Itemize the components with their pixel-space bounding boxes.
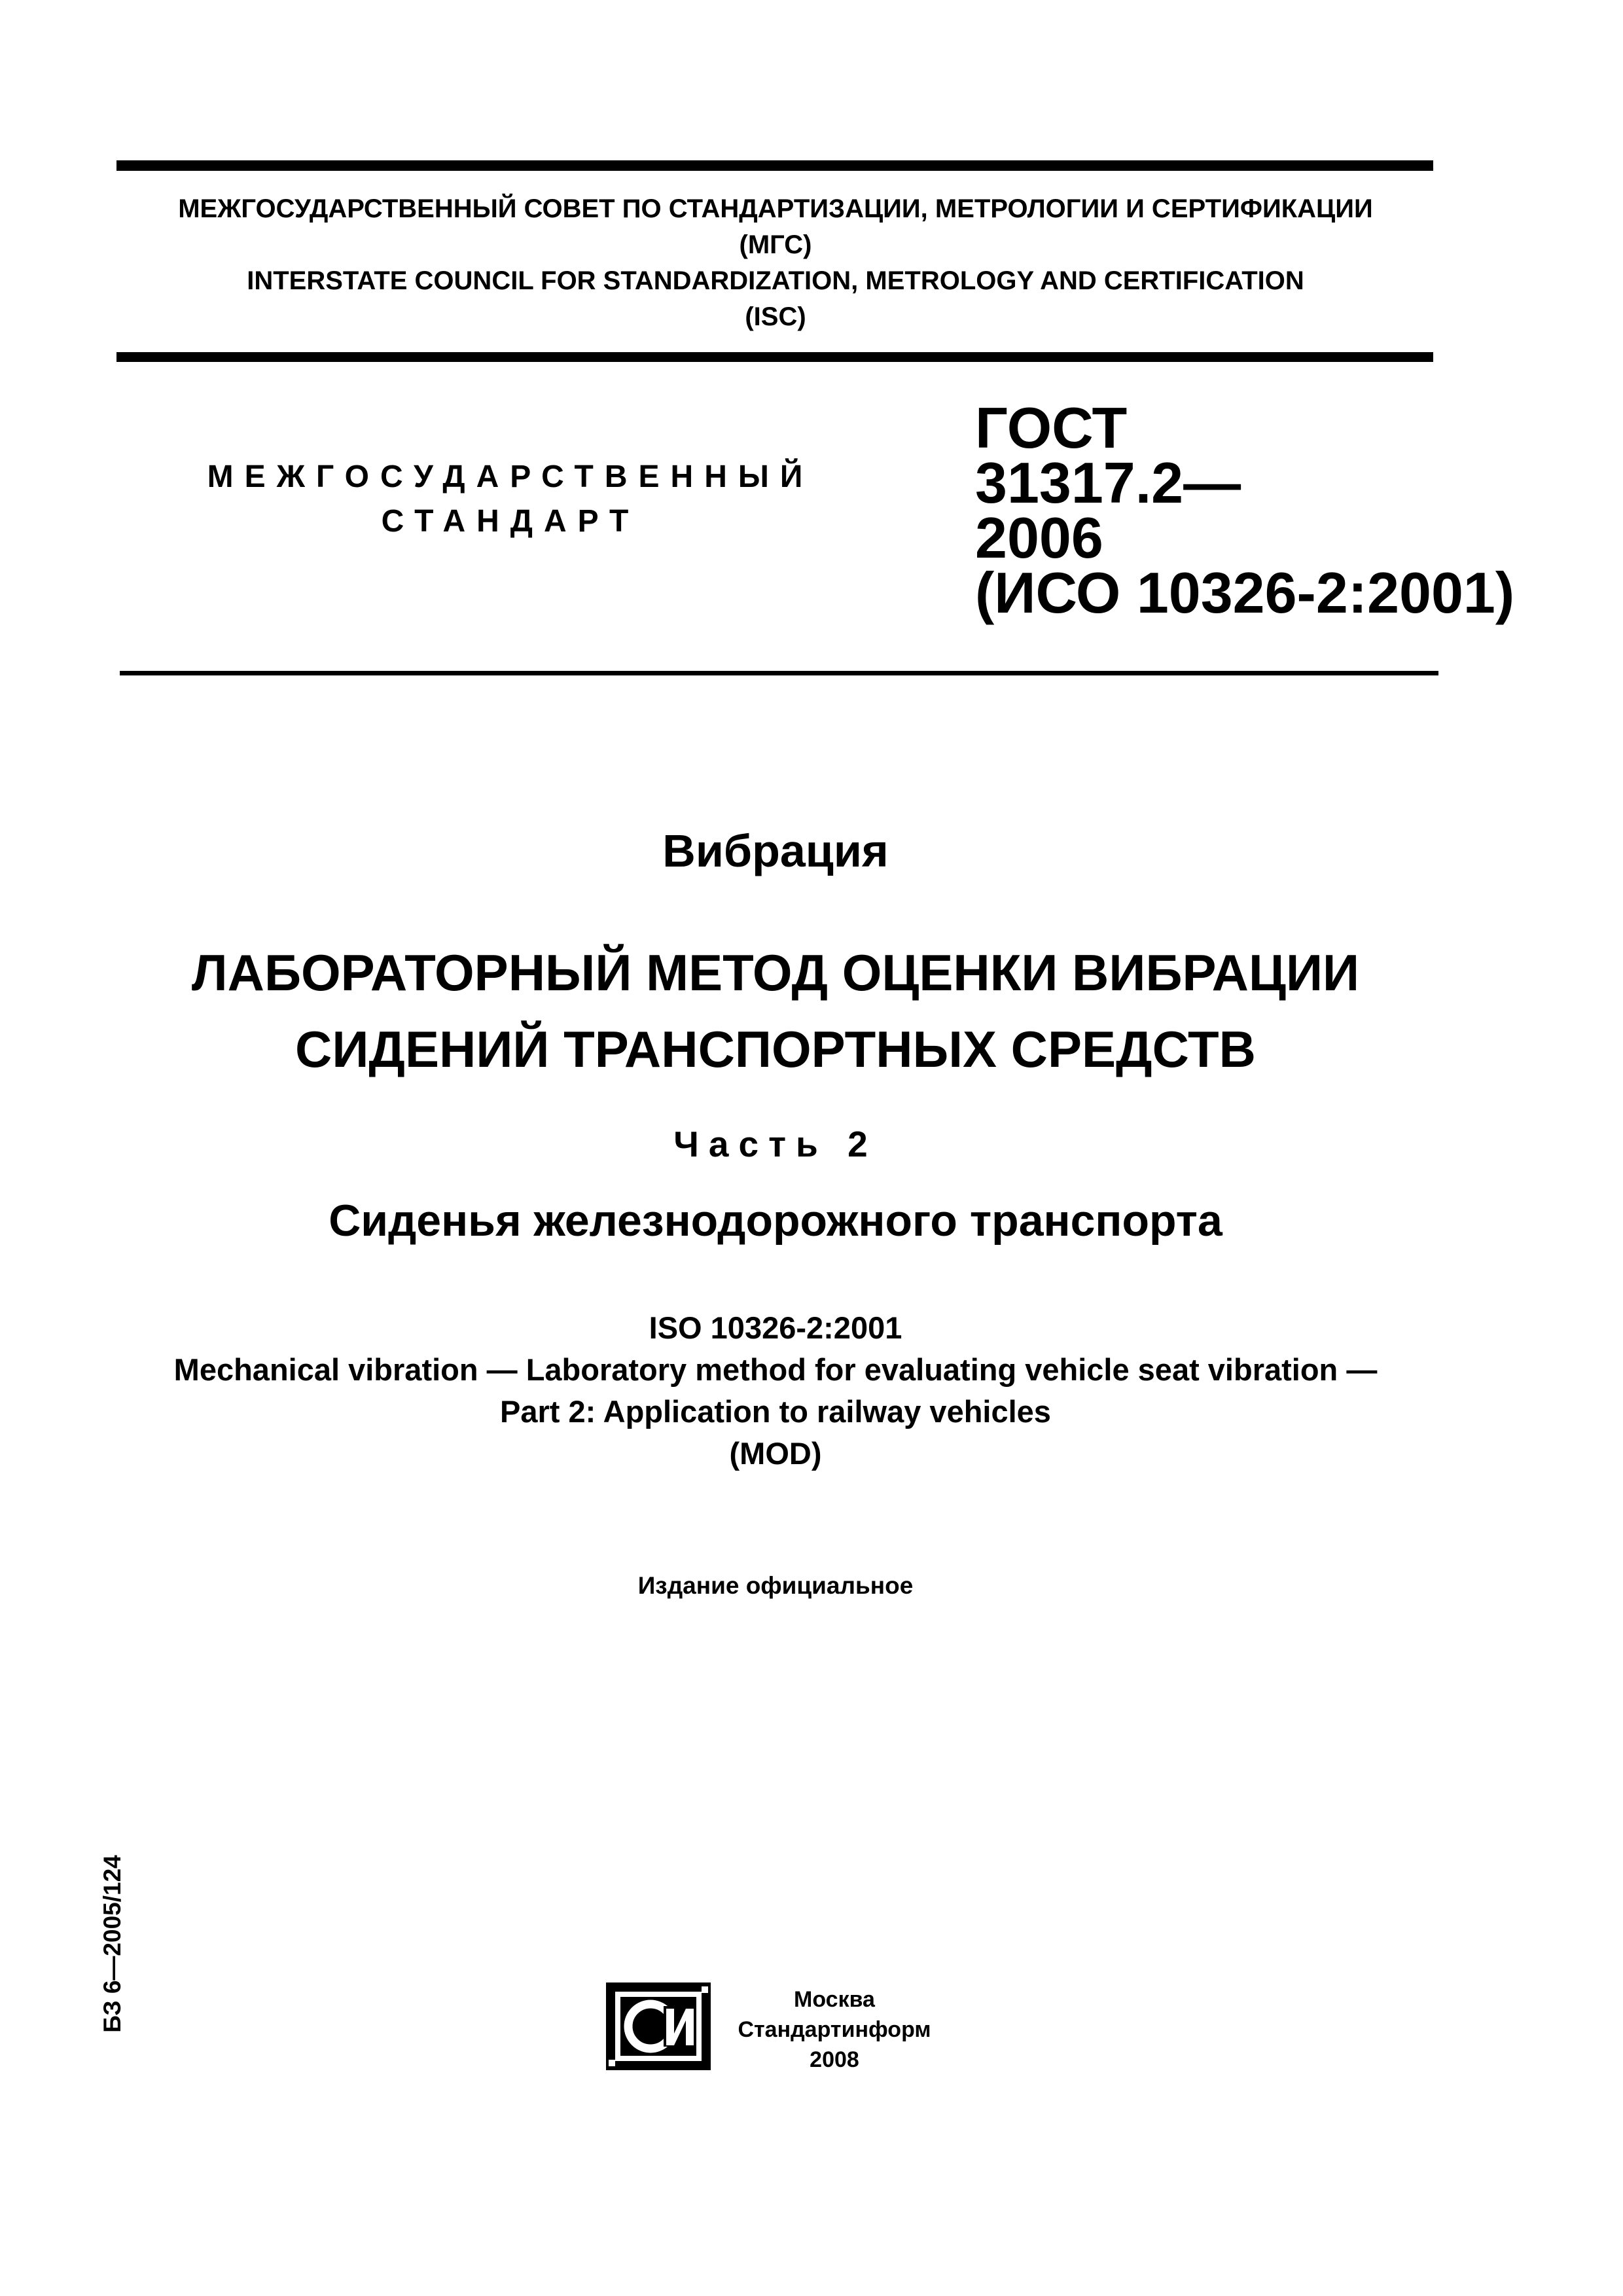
publisher-name: Стандартинформ bbox=[738, 2017, 931, 2042]
standartinform-logo-icon bbox=[603, 1980, 713, 2073]
council-name-ru: МЕЖГОСУДАРСТВЕННЫЙ СОВЕТ ПО СТАНДАРТИЗАЦИИ, МЕТРОЛОГИИ И СЕРТИФИКАЦИИ bbox=[178, 194, 1373, 223]
council-abbr-en: (ISC) bbox=[745, 302, 806, 331]
designation-line2: 31317.2— bbox=[975, 450, 1241, 515]
title-line1: ЛАБОРАТОРНЫЙ МЕТОД ОЦЕНКИ ВИБРАЦИИ bbox=[191, 944, 1360, 1001]
iso-mod: (MOD) bbox=[729, 1436, 822, 1471]
catalog-code-text: БЗ 6—2005/124 bbox=[99, 1855, 126, 2033]
publisher-imprint bbox=[726, 1984, 942, 2075]
part-label: Часть 2 bbox=[673, 1124, 878, 1164]
title-line2: СИДЕНИЙ ТРАНСПОРТНЫХ СРЕДСТВ bbox=[295, 1020, 1256, 1078]
designation-line1: ГОСТ bbox=[975, 395, 1128, 460]
council-abbr-ru: (МГС) bbox=[739, 230, 812, 259]
standard-kind-line1: МЕЖГОСУДАРСТВЕННЫЙ bbox=[207, 459, 814, 494]
council-header bbox=[118, 191, 1433, 335]
publisher-city: Москва bbox=[794, 1987, 875, 2012]
standard-kind-line2: СТАНДАРТ bbox=[381, 504, 640, 539]
header-bottom-rule bbox=[120, 671, 1438, 675]
standard-designation bbox=[975, 395, 1515, 625]
iso-number: ISO 10326-2:2001 bbox=[649, 1310, 902, 1345]
top-rule bbox=[116, 160, 1433, 171]
edition-label: Издание официальное bbox=[637, 1572, 914, 1599]
catalog-code bbox=[86, 1839, 139, 2049]
document-title bbox=[65, 935, 1486, 1088]
publisher-year: 2008 bbox=[810, 2047, 859, 2072]
council-name-en: INTERSTATE COUNCIL FOR STANDARDIZATION, METROLOGY AND CERTIFICATION bbox=[247, 266, 1304, 295]
document-subtitle: Сиденья железнодорожного транспорта bbox=[329, 1196, 1222, 1246]
council-bottom-rule bbox=[116, 352, 1433, 362]
designation-line4: (ИСО 10326-2:2001) bbox=[975, 560, 1515, 625]
iso-title: Mechanical vibration — Laboratory method for evaluating vehicle seat vibration — bbox=[173, 1352, 1378, 1387]
iso-reference bbox=[65, 1307, 1486, 1475]
document-topic: Вибрация bbox=[662, 825, 889, 876]
standard-kind bbox=[190, 455, 831, 544]
designation-line3: 2006 bbox=[975, 505, 1103, 570]
iso-part: Part 2: Application to railway vehicles bbox=[500, 1394, 1051, 1429]
